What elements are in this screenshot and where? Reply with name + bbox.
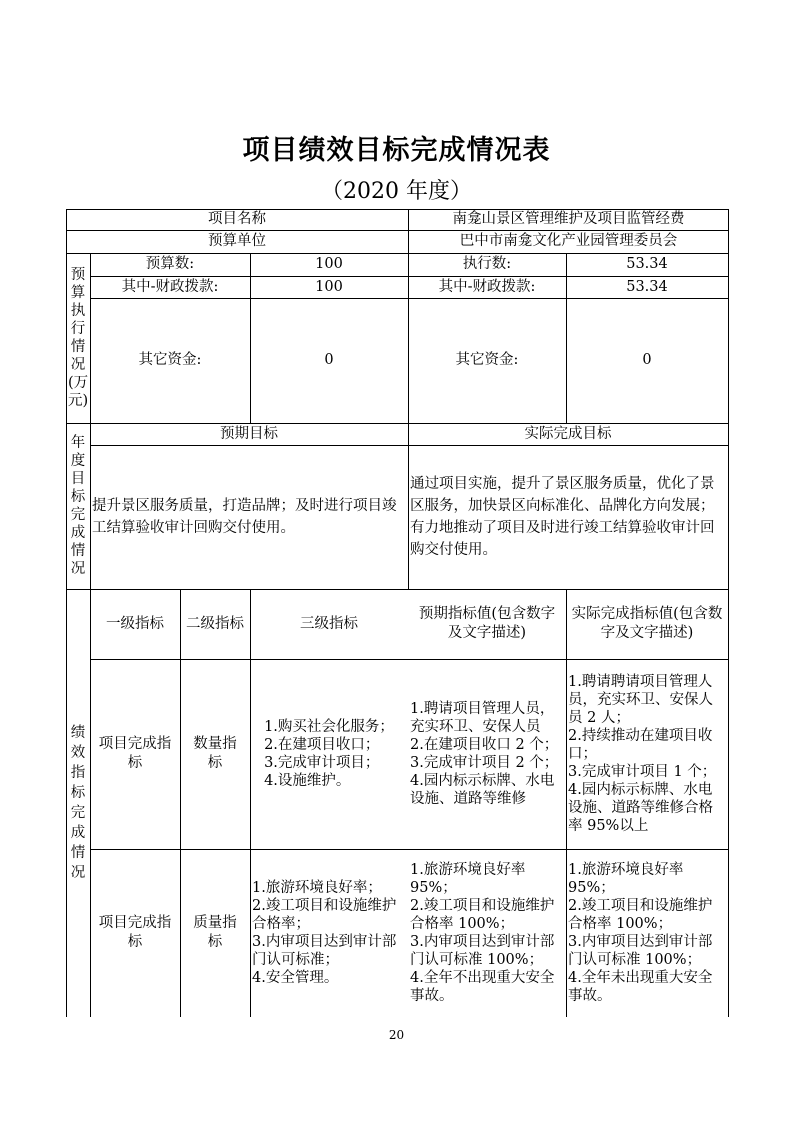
expected-goal-text: 提升景区服务质量，打造品牌；及时进行项目竣工结算验收审计回购交付使用。 [92,498,397,536]
list-item: 4.全年不出现重大安全事故。 [410,970,555,1004]
document-title: 项目绩效目标完成情况表 [242,135,551,166]
budget-unit-label: 预算单位 [208,233,266,249]
list-item: 2.在建项目收口 2 个； [410,737,559,753]
list-item: 3.内审项目达到审计部门认可标准 100%； [568,934,713,968]
row2-expected [408,849,566,1017]
project-name-value: 南龛山景区管理维护及项目监管经费 [452,211,685,227]
expected-goal-header: 预期目标 [220,425,278,442]
list-item: 1.旅游环境良好率 95%； [568,862,684,896]
list-item: 3.内审项目达到审计部门认可标准 100%； [410,934,555,968]
row1-level2: 数量指标 [193,736,237,771]
actual-goal-header: 实际完成目标 [524,425,612,442]
row2-level1: 项目完成指标 [98,915,172,950]
document-subtitle: （2020 年度） [321,179,472,204]
row1-level3 [250,659,408,849]
level2-header: 二级指标 [186,615,244,632]
other-funds-label-1: 其它资金: [138,352,202,368]
list-item: 2.持续推动在建项目收口； [568,728,713,762]
row2-level2: 质量指标 [193,915,237,950]
list-item: 3.完成审计项目 2 个； [410,755,559,771]
row1-expected [408,659,566,849]
list-item: 4.园内标示标牌、水电设施、道路等维修 [410,773,555,807]
list-item: 1.旅游环境良好率 95%； [410,862,526,896]
list-item: 1.聘请聘请项目管理人员，充实环卫、安保人员 2 人； [568,674,713,726]
other-funds-label-2: 其它资金: [455,352,519,368]
list-item: 3.完成审计项目； [264,755,380,771]
actual-value-header: 实际完成指标值(包含数字及文字描述) [571,606,723,641]
actual-goal-text: 通过项目实施，提升了景区服务质量，优化了景区服务，加快景区向标准化、品牌化方向发展；有力地推动了项目及时进行竣工结算验收审计回购交付使用。 [410,476,715,558]
annual-section-label: 年 度 目 标 完 成 情 况 [70,435,86,577]
row2-level3 [250,849,408,1017]
performance-table [66,209,729,1017]
fiscal-value-1: 100 [315,278,343,295]
executed-value: 53.34 [626,256,668,272]
level3-header: 三级指标 [300,615,358,632]
other-funds-value-1: 0 [324,352,334,368]
row1-actual [566,659,728,849]
executed-label: 执行数: [462,256,512,272]
list-item: 4.设施维护。 [264,773,351,789]
list-item: 1.旅游环境良好率； [252,880,382,896]
budget-amount-value: 100 [315,256,343,272]
list-item: 3.内审项目达到审计部门认可标准； [252,934,397,968]
other-funds-value-2: 0 [642,352,652,368]
list-item: 2.竣工项目和设施维护合格率 100%； [568,898,713,932]
list-item: 1.聘请项目管理人员，充实环卫、安保人员 [410,701,555,735]
expected-value-header: 预期指标值(包含数字及文字描述) [418,606,556,641]
budget-section-label: 预 算 执 行 情 况 (万 元) [68,267,89,409]
perf-section-label: 绩 效 指 标 完 成 情 况 [70,725,86,881]
level1-header: 一级指标 [106,615,164,632]
budget-unit-value: 巴中市南龛文化产业园管理委员会 [459,233,678,249]
list-item: 2.在建项目收口； [264,737,380,753]
list-item: 2.竣工项目和设施维护合格率； [252,898,397,932]
page-number: 20 [388,1028,405,1042]
list-item: 3.完成审计项目 1 个； [568,764,717,780]
list-item: 2.竣工项目和设施维护合格率 100%； [410,898,555,932]
fiscal-label-1: 其中-财政拨款: [121,278,219,295]
list-item: 4.园内标示标牌、水电设施、道路等维修合格率 95%以上 [568,782,713,834]
budget-amount-label: 预算数: [145,256,195,272]
list-item: 4.安全管理。 [252,970,339,986]
row2-actual [566,849,728,1017]
actual-goal-cell [408,445,728,589]
project-name-label: 项目名称 [208,211,266,227]
fiscal-value-2: 53.34 [626,278,668,295]
list-item: 1.购买社会化服务； [264,719,394,735]
expected-goal-cell [90,445,408,589]
list-item: 4.全年未出现重大安全事故。 [568,970,713,1004]
row1-level1: 项目完成指标 [98,736,172,771]
fiscal-label-2: 其中-财政拨款: [438,278,536,295]
